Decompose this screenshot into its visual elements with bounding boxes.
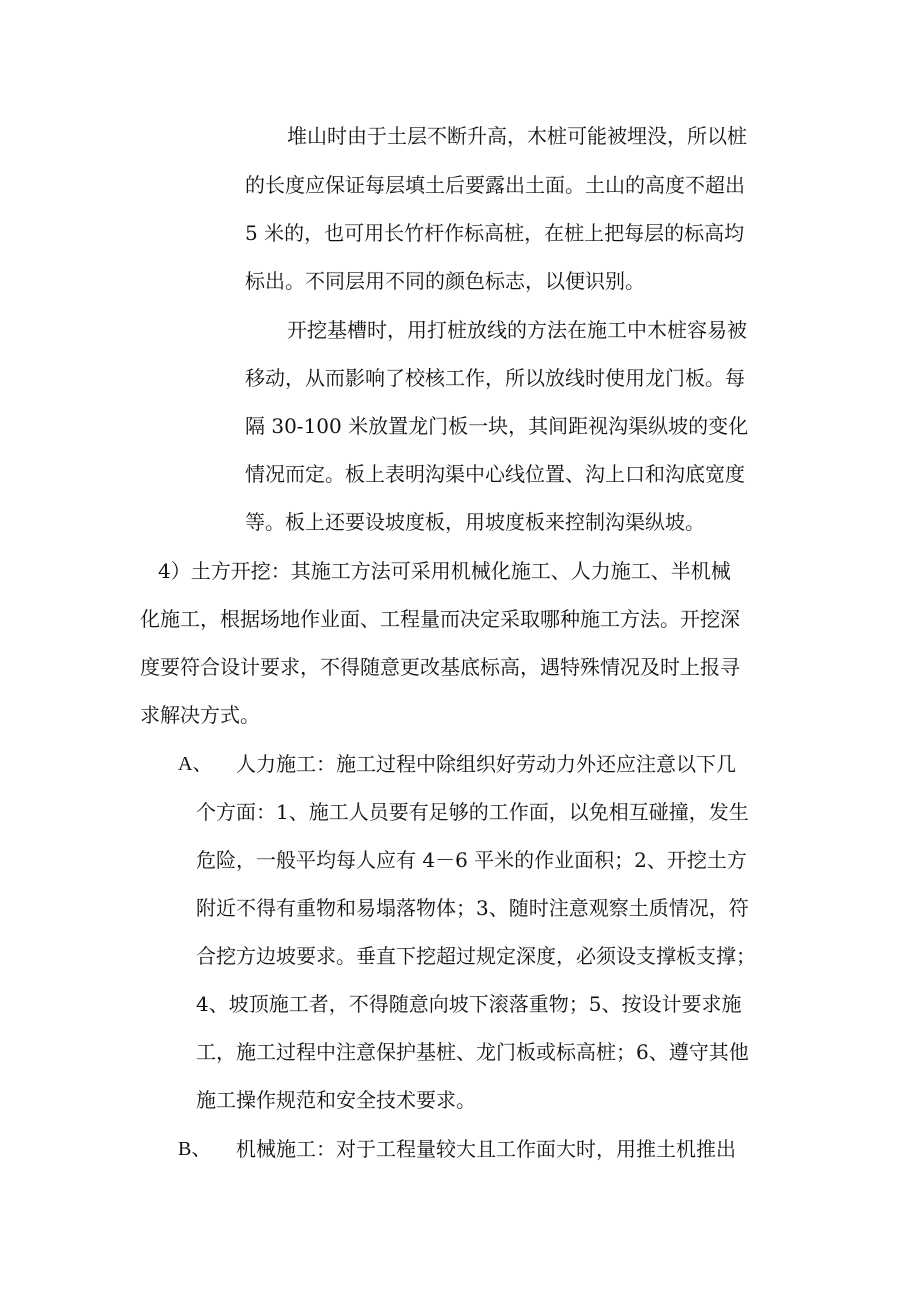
item-a-line-1: 人力施工：施工过程中除组织好劳动力外还应注意以下几 [236,752,736,776]
para1-line-3: 5 米的，也可用长竹杆作标高桩，在桩上把每层的标高均 [245,221,745,245]
item-a-line-2: 个方面：1、施工人员要有足够的工作面，以免相互碰撞，发生 [196,800,749,824]
para1-line-1: 堆山时由于土层不断升高，木桩可能被埋没，所以桩 [287,124,747,148]
para3-line-1: 4）土方开挖：其施工方法可采用机械化施工、人力施工、半机械 [158,559,731,583]
item-a-line-4: 附近不得有重物和易塌落物体；3、随时注意观察土质情况，符 [196,896,749,920]
item-a-marker: A、 [178,753,213,775]
item-b-marker: B、 [178,1138,212,1160]
para2-line-5: 等。板上还要设坡度板，用坡度板来控制沟渠纵坡。 [245,510,705,534]
item-a-line-3: 危险，一般平均每人应有 4－6 平米的作业面积；2、开挖土方 [196,848,747,872]
para2-line-4: 情况而定。板上表明沟渠中心线位置、沟上口和沟底宽度 [245,462,745,486]
item-b-line-1: 机械施工：对于工程量较大且工作面大时，用推土机推出 [236,1137,736,1161]
para1-line-2: 的长度应保证每层填土后要露出土面。土山的高度不超出 [245,173,745,197]
item-a-line-8: 施工操作规范和安全技术要求。 [196,1088,476,1112]
para3-line-3: 度要符合设计要求，不得随意更改基底标高，遇特殊情况及时上报寻 [140,655,740,679]
para1-line-4: 标出。不同层用不同的颜色标志，以便识别。 [245,269,645,293]
para2-line-3: 隔 30-100 米放置龙门板一块，其间距视沟渠纵坡的变化 [245,414,749,438]
item-a-line-5: 合挖方边坡要求。垂直下挖超过规定深度，必须设支撑板支撑； [196,944,756,968]
item-a-line-7: 工，施工过程中注意保护基桩、龙门板或标高桩；6、遵守其他 [196,1040,749,1064]
item-a-line-6: 4、坡顶施工者，不得随意向坡下滚落重物；5、按设计要求施 [196,992,742,1016]
para2-line-2: 移动，从而影响了校核工作，所以放线时使用龙门板。每 [245,366,745,390]
para2-line-1: 开挖基槽时，用打桩放线的方法在施工中木桩容易被 [287,318,747,342]
para3-line-4: 求解决方式。 [140,703,260,727]
para3-line-2: 化施工，根据场地作业面、工程量而决定采取哪种施工方法。开挖深 [140,607,740,631]
